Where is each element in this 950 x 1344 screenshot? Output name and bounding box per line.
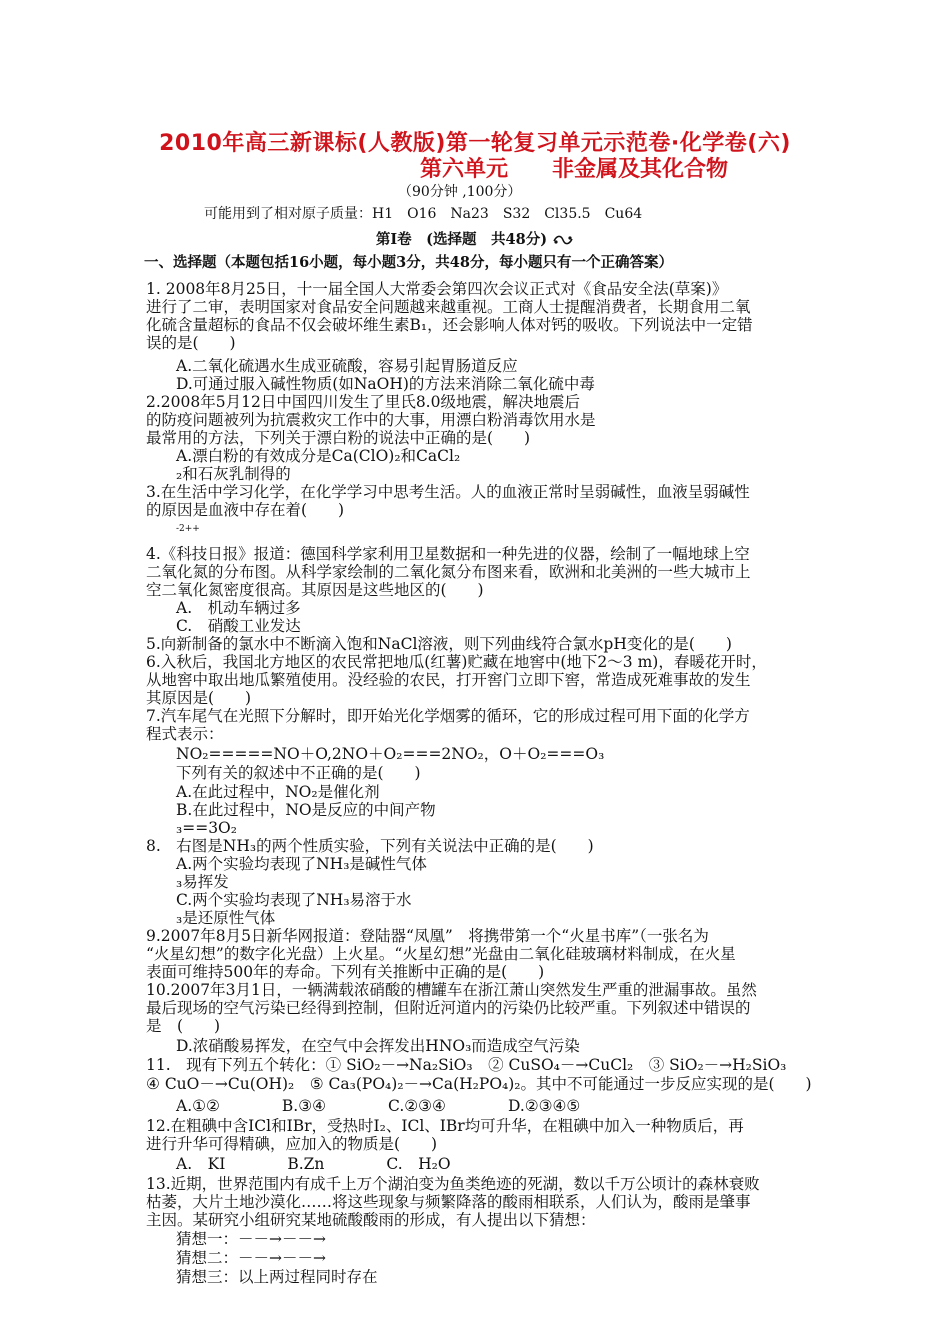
answer-options-row: A.①② B.③④ C.②③④ D.②③④⑤	[176, 1097, 581, 1115]
question-text: 4.《科技日报》报道：德国科学家利用卫星数据和一种先进的仪器，绘制了一幅地球上空	[146, 545, 750, 563]
decorative-ornament-icon	[552, 234, 574, 246]
answer-option: D.可通过服入碱性物质(如NaOH)的方法来消除二氧化硫中毒	[176, 375, 595, 393]
question-text: 1. 2008年8月25日，十一届全国人大常委会第四次会议正式对《食品安全法(草案)》	[146, 280, 728, 298]
answer-option-fragment: ₃是还原性气体	[176, 909, 276, 927]
part-one-heading: 一、选择题（本题包括16小题，每小题3分，共48分，每小题只有一个正确答案）	[144, 254, 673, 271]
hypothesis-line: 猜想三：以上两过程同时存在	[176, 1268, 378, 1286]
question-text: 6.入秋后，我国北方地区的农民常把地瓜(红薯)贮藏在地窖中(地下2～3 m)，春暖花开时，	[146, 653, 767, 671]
question-text: 化硫含量超标的食品不仅会破坏维生素B₁，还会影响人体对钙的吸收。下列说法中一定错	[146, 316, 753, 334]
unit-topic: 非金属及其化合物	[552, 157, 729, 182]
question-text: 11. 现有下列五个转化：① SiO₂－→Na₂SiO₃ ② CuSO₄－→CuCl₂ ③ SiO₂－→H₂SiO₃	[146, 1056, 787, 1074]
question-text: 从地窖中取出地瓜繁殖使用。没经验的农民，打开窖门立即下窖，常造成死难事故的发生	[146, 671, 751, 689]
question-text: 程式表示：	[146, 725, 224, 743]
question-text: 进行了二审，表明国家对食品安全问题越来越重视。工商人士提醒消费者，长期食用二氧	[146, 298, 751, 316]
question-text: 3.在生活中学习化学，在化学学习中思考生活。人的血液正常时呈弱碱性，血液呈弱碱性	[146, 483, 750, 501]
answer-option-fragment: ₂和石灰乳制得的	[176, 465, 291, 483]
question-text: 9.2007年8月5日新华网报道：登陆器“凤凰” 将携带第一个“火星书库”（一张名为	[146, 927, 709, 945]
question-text: 8. 右图是NH₃的两个性质实验，下列有关说法中正确的是( )	[146, 837, 594, 855]
question-text: 进行升华可得精碘，应加入的物质是( )	[146, 1135, 438, 1153]
answer-option: D.浓硝酸易挥发，在空气中会挥发出HNO₃而造成空气污染	[176, 1037, 580, 1055]
question-text: 空二氧化氮密度很高。其原因是这些地区的( )	[146, 581, 484, 599]
question-text: 的原因是血液中存在着( )	[146, 501, 345, 519]
chemical-equation: NO₂=====NO＋O,2NO＋O₂===2NO₂，O＋O₂===O₃	[176, 745, 605, 763]
answer-option: C.两个实验均表现了NH₃易溶于水	[176, 891, 412, 909]
hypothesis-line: 猜想一：－－→－－→	[176, 1230, 326, 1248]
unit-title	[420, 152, 840, 183]
question-text: 7.汽车尾气在光照下分解时，即开始光化学烟雾的循环，它的形成过程可用下面的化学方	[146, 707, 750, 725]
question-text: 是 ( )	[146, 1017, 221, 1035]
atomic-masses: 可能用到了相对原子质量：H1 O16 Na23 S32 Cl35.5 Cu64	[204, 206, 643, 222]
answer-option: A.两个实验均表现了NH₃是碱性气体	[176, 855, 427, 873]
answer-option: A.漂白粉的有效成分是Ca(ClO)₂和CaCl₂	[176, 447, 461, 465]
answer-option-fragment: -2++	[176, 524, 200, 534]
question-text: 二氧化氮的分布图。从科学家绘制的二氧化氮分布图来看，欧洲和北美洲的一些大城市上	[146, 563, 751, 581]
question-text: 最常用的方法，下列关于漂白粉的说法中正确的是( )	[146, 429, 531, 447]
hypothesis-line: 猜想二：－－→－－→	[176, 1249, 326, 1267]
answer-option-fragment: ₃易挥发	[176, 873, 229, 891]
question-text: 最后现场的空气污染已经得到控制，但附近河道内的污染仍比较严重。下列叙述中错误的	[146, 999, 751, 1017]
question-text: 枯萎，大片土地沙漠化……将这些现象与频繁降落的酸雨相联系，人们认为，酸雨是肇事	[146, 1193, 751, 1211]
answer-option: A. 机动车辆过多	[176, 599, 301, 617]
question-text: 其原因是( )	[146, 689, 252, 707]
answer-option-fragment: ₃==3O₂	[176, 819, 237, 837]
question-text: “火星幻想”的数字化光盘）上火星。“火星幻想”光盘由二氧化硅玻璃材料制成，在火星	[146, 945, 736, 963]
exam-duration: （90分钟 ,100分）	[398, 184, 522, 200]
page-title: 2010年高三新课标(人教版)第一轮复习单元示范卷·化学卷(六)	[159, 131, 791, 156]
answer-option: B.在此过程中，NO是反应的中间产物	[176, 801, 436, 819]
answer-option: C. 硝酸工业发达	[176, 617, 301, 635]
question-text: 主因。某研究小组研究某地硫酸酸雨的形成，有人提出以下猜想：	[146, 1211, 596, 1229]
section-title: 第Ⅰ卷 (选择题 共48分)	[375, 231, 548, 248]
question-text: 2.2008年5月12日中国四川发生了里氏8.0级地震，解决地震后	[146, 393, 580, 411]
question-text: 5.向新制备的氯水中不断滴入饱和NaCl溶液，则下列曲线符合氯水pH变化的是( )	[146, 635, 732, 653]
section-heading	[0, 228, 950, 249]
question-text: 的防疫问题被列为抗震救灾工作中的大事，用漂白粉消毒饮用水是	[146, 411, 596, 429]
question-text: 表面可维持500年的寿命。下列有关推断中正确的是( )	[146, 963, 545, 981]
question-text: 12.在粗碘中含ICl和IBr，受热时I₂、ICl、IBr均可升华，在粗碘中加入一种物质后，再	[146, 1117, 744, 1135]
answer-options-row: A. KI B.Zn C. H₂O	[176, 1155, 451, 1173]
question-text: 下列有关的叙述中不正确的是( )	[176, 764, 421, 782]
answer-option: A.二氧化硫遇水生成亚硫酸，容易引起胃肠道反应	[176, 357, 518, 375]
question-text: 10.2007年3月1日，一辆满载浓硝酸的槽罐车在浙江萧山突然发生严重的泄漏事故。虽然	[146, 981, 757, 999]
question-text: 13.近期，世界范围内有成千上万个湖泊变为鱼类绝迹的死湖，数以千万公顷计的森林衰败	[146, 1175, 760, 1193]
question-text: 误的是( )	[146, 334, 236, 352]
unit-number: 第六单元	[420, 157, 509, 182]
answer-option: A.在此过程中，NO₂是催化剂	[176, 783, 380, 801]
question-text: ④ CuO－→Cu(OH)₂ ⑤ Ca₃(PO₄)₂－→Ca(H₂PO₄)₂。其中不可能通过一步反应实现的是( )	[146, 1075, 812, 1093]
